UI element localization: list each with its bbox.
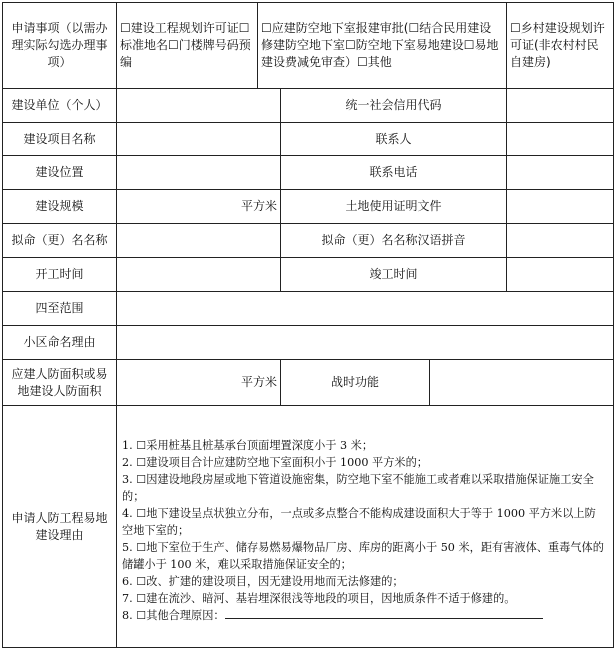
contact-phone-field[interactable] bbox=[507, 156, 614, 190]
row-scale bbox=[3, 190, 614, 224]
project-name-label: 建设项目名称 bbox=[3, 123, 117, 156]
row-build-unit bbox=[3, 89, 614, 123]
land-doc-label: 土地使用证明文件 bbox=[281, 190, 507, 224]
application-item-label: 申请事项（以需办理实际勾选办理事项） bbox=[3, 3, 117, 89]
boundaries-label: 四至范围 bbox=[3, 292, 117, 326]
row-proposed-name bbox=[3, 224, 614, 258]
proposed-pinyin-label: 拟命（更）名名称汉语拼音 bbox=[281, 224, 507, 258]
contact-field[interactable] bbox=[507, 123, 614, 156]
build-unit-label: 建设单位（个人） bbox=[3, 89, 117, 123]
reason-item-2[interactable]: 2. ☐建设项目合计应建防空地下室面积小于 1000 平方米的； bbox=[122, 456, 428, 469]
relocation-reason-label: 申请人防工程易地建设理由 bbox=[3, 406, 117, 648]
credit-code-field[interactable] bbox=[507, 89, 614, 123]
proposed-name-field[interactable] bbox=[117, 224, 281, 258]
shelter-area-field[interactable]: 平方米 bbox=[117, 360, 281, 406]
reason-list bbox=[120, 429, 610, 624]
application-form-table bbox=[2, 2, 614, 648]
location-label: 建设位置 bbox=[3, 156, 117, 190]
relocation-reason-cell bbox=[117, 406, 614, 648]
row-shelter-area bbox=[3, 360, 614, 406]
reason-item-3[interactable]: 3. ☐因建设地段房屋或地下管道设施密集，防空地下室不能施工或者难以采取措施保证施工安全的； bbox=[122, 473, 594, 503]
row-location bbox=[3, 156, 614, 190]
community-reason-label: 小区命名理由 bbox=[3, 326, 117, 360]
row-time bbox=[3, 258, 614, 292]
scale-label: 建设规模 bbox=[3, 190, 117, 224]
row-project-name bbox=[3, 123, 614, 156]
application-options-col3[interactable]: ☐乡村建设规划许可证(非农村村民自建房) bbox=[507, 3, 614, 89]
other-reason-blank[interactable] bbox=[225, 607, 543, 619]
shelter-area-label: 应建人防面积或易地建设人防面积 bbox=[3, 360, 117, 406]
end-time-field[interactable] bbox=[507, 258, 614, 292]
community-reason-field[interactable] bbox=[117, 326, 614, 360]
project-name-field[interactable] bbox=[117, 123, 281, 156]
land-doc-field[interactable] bbox=[507, 190, 614, 224]
proposed-name-label: 拟命（更）名名称 bbox=[3, 224, 117, 258]
contact-label: 联系人 bbox=[281, 123, 507, 156]
reason-item-8[interactable]: 8. ☐其他合理原因： bbox=[122, 609, 225, 622]
application-options-col2[interactable]: ☐应建防空地下室报建审批(☐结合民用建设修建防空地下室☐防空地下室易地建设☐易地建设费减免审查）☐其他 bbox=[258, 3, 507, 89]
reason-item-4[interactable]: 4. ☐地下建设呈点状独立分布，一点或多点整合不能构成建设面积大于等于 1000 平方米以上防空地下室的； bbox=[122, 507, 596, 537]
row-application-item bbox=[3, 3, 614, 89]
location-field[interactable] bbox=[117, 156, 281, 190]
boundaries-field[interactable] bbox=[117, 292, 614, 326]
start-time-label: 开工时间 bbox=[3, 258, 117, 292]
application-options-col1[interactable]: ☐建设工程规划许可证☐标准地名☐门楼牌号码预编 bbox=[117, 3, 258, 89]
build-unit-field[interactable] bbox=[117, 89, 281, 123]
reason-item-1[interactable]: 1. ☐采用桩基且桩基承台顶面埋置深度小于 3 米； bbox=[122, 439, 374, 452]
wartime-function-field[interactable] bbox=[430, 360, 614, 406]
reason-item-8-row bbox=[122, 607, 606, 624]
scale-field[interactable]: 平方米 bbox=[117, 190, 281, 224]
reason-item-5[interactable]: 5. ☐地下室位于生产、储存易燃易爆物品厂房、库房的距离小于 50 米，距有害液体、重毒气体的储罐小于 100 米，难以采取措施保证安全的； bbox=[122, 541, 604, 571]
reason-item-6[interactable]: 6. ☐改、扩建的建设项目，因无建设用地而无法修建的； bbox=[122, 575, 404, 588]
start-time-field[interactable] bbox=[117, 258, 281, 292]
row-community-reason bbox=[3, 326, 614, 360]
row-relocation-reason bbox=[3, 406, 614, 648]
end-time-label: 竣工时间 bbox=[281, 258, 507, 292]
reason-item-7[interactable]: 7. ☐建在流沙、暗河、基岩埋深很浅等地段的项目，因地质条件不适于修建的。 bbox=[122, 592, 516, 605]
wartime-function-label: 战时功能 bbox=[281, 360, 430, 406]
proposed-pinyin-field[interactable] bbox=[507, 224, 614, 258]
row-boundaries bbox=[3, 292, 614, 326]
credit-code-label: 统一社会信用代码 bbox=[281, 89, 507, 123]
contact-phone-label: 联系电话 bbox=[281, 156, 507, 190]
